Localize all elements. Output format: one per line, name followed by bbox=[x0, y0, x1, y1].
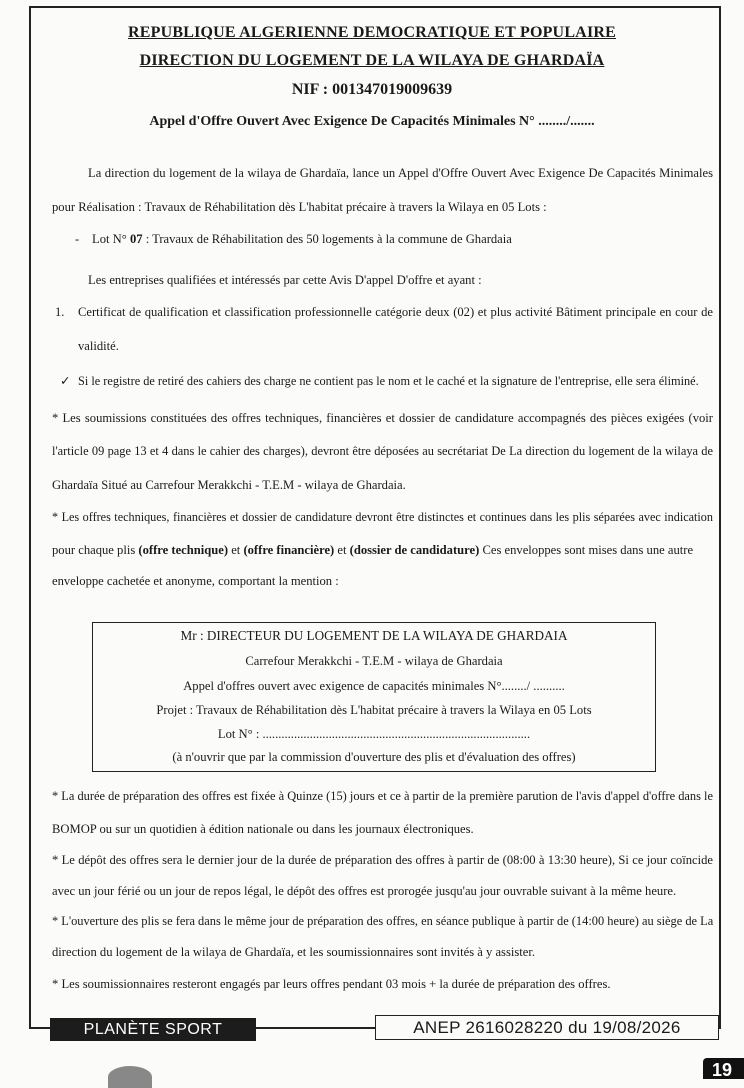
a1-line-1: * La durée de préparation des offres est fixée à Quinze (15) jours et ce à partir de la première parution de l'avis d'appel d'offre dans le bbox=[52, 789, 713, 803]
p2-line-1: * Les offres techniques, financières et dossier de candidature devront être distinctes et continues dans les plis séparées avec indication bbox=[52, 510, 713, 524]
section-label: PLANÈTE SPORT bbox=[50, 1018, 256, 1041]
anep-reference: ANEP 2616028220 du 19/08/2026 bbox=[375, 1015, 719, 1040]
a3-line-1: * L'ouverture des plis se fera dans le même jour de préparation des offres, en séance publique à partir de (14:00 heure) au siège de La bbox=[52, 914, 714, 928]
box-line-1: Mr : DIRECTEUR DU LOGEMENT DE LA WILAYA DE GHARDAIA bbox=[180, 628, 568, 643]
a3-line-2: direction du logement de la wilaya de Ghardaïa, et les soumissionnaires sont invités à y assister. bbox=[52, 945, 535, 959]
lot-number: 07 bbox=[129, 232, 143, 246]
dossier-candidature: (dossier de candidature) bbox=[349, 543, 480, 557]
intro-line-2: pour Réalisation : Travaux de Réhabilitation dès L'habitat précaire à travers la Wilaya en 05 Lots : bbox=[52, 200, 547, 214]
item1-number: 1. bbox=[55, 305, 65, 319]
a4-line: * Les soumissionnaires resteront engagés par leurs offres pendant 03 mois + la durée de préparation des offres. bbox=[52, 977, 611, 991]
check-text: Si le registre de retiré des cahiers des charge ne contient pas le nom et le caché et la signature de l'entreprise, elle sera éliminé. bbox=[78, 374, 699, 388]
box-line-2: Carrefour Merakkchi - T.E.M - wilaya de Ghardaia bbox=[245, 654, 503, 668]
item1-line-1: Certificat de qualification et classification professionnelle catégorie deux (02) et plus activité Bâtiment principale en cour de bbox=[78, 305, 713, 319]
lot-line bbox=[92, 232, 512, 247]
header-republic: REPUBLIQUE ALGERIENNE DEMOCRATIQUE ET POPULAIRE bbox=[128, 24, 616, 41]
a1-line-2: BOMOP ou sur un quotidien à édition nationale ou dans les journaux électroniques. bbox=[52, 822, 474, 836]
item1-line-2: validité. bbox=[78, 339, 119, 353]
a2-line-2: avec un jour férié ou un jour de repos légal, le dépôt des offres est prorogée jusqu'au jour ouvrable suivant à la même heure. bbox=[52, 884, 677, 898]
p2-line-2: pour chaque plis (offre technique) et (offre financière) et (dossier de candidature) Ces enveloppes sont mises dans une autre bbox=[52, 543, 694, 557]
offre-financiere: (offre financière) bbox=[243, 543, 335, 557]
header-nif: NIF : 001347019009639 bbox=[291, 81, 453, 98]
p1-line-1: * Les soumissions constituées des offres techniques, financières et dossier de candidature accompagnés des pièces exigées (voir bbox=[52, 411, 713, 425]
p1-line-2: l'article 09 page 13 et 4 dans le cahier des charges), devront être déposées au secrétariat De La direction du logement de la wilaya de bbox=[52, 444, 713, 458]
lot-description: : Travaux de Réhabilitation des 50 logements à la commune de Ghardaia bbox=[145, 232, 512, 246]
publication-logo-icon bbox=[108, 1066, 152, 1088]
qualif-line: Les entreprises qualifiées et intéressés par cette Avis D'appel D'offre et ayant : bbox=[88, 273, 482, 287]
p1-line-3: Ghardaïa Situé au Carrefour Merakkchi - T.E.M - wilaya de Ghardaia. bbox=[52, 478, 406, 492]
a2-line-1: * Le dépôt des offres sera le dernier jour de la durée de préparation des offres à partir de (08:00 à 13:30 heure), Si ce jour coïncide bbox=[52, 853, 713, 867]
check-icon: ✓ bbox=[60, 374, 71, 388]
p2-line-3: enveloppe cachetée et anonyme, comportant la mention : bbox=[52, 574, 339, 588]
box-line-4: Projet : Travaux de Réhabilitation dès L'habitat précaire à travers la Wilaya en 05 Lots bbox=[156, 703, 592, 717]
intro-line-1: La direction du logement de la wilaya de Ghardaïa, lance un Appel d'Offre Ouvert Avec Exigence De Capacités Minimales bbox=[88, 166, 713, 180]
page-number: 19 bbox=[703, 1058, 744, 1079]
header-appel: Appel d'Offre Ouvert Avec Exigence De Capacités Minimales N° ......../....... bbox=[149, 114, 595, 129]
offre-technique: (offre technique) bbox=[138, 543, 229, 557]
box-line-5: Lot N° : ..................................................................................... bbox=[217, 727, 531, 741]
header-direction: DIRECTION DU LOGEMENT DE LA WILAYA DE GHARDAÏA bbox=[139, 52, 605, 69]
box-line-6: (à n'ouvrir que par la commission d'ouverture des plis et d'évaluation des offres) bbox=[172, 750, 576, 764]
lot-bullet: - bbox=[75, 232, 80, 246]
box-line-3: Appel d'offres ouvert avec exigence de capacités minimales N°......../ .......... bbox=[183, 679, 565, 693]
lot-prefix: Lot N° bbox=[92, 232, 127, 246]
